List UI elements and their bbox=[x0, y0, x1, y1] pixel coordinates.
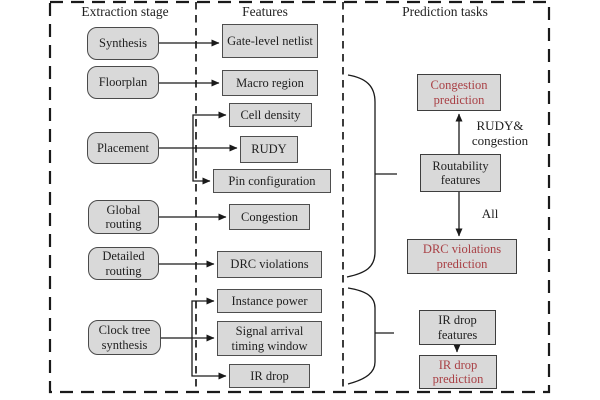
feature-box-signal-arrival-timing-window: Signal arrival timing window bbox=[217, 321, 322, 356]
stage-box-global-routing: Global routing bbox=[88, 200, 159, 234]
column-header-features: Features bbox=[242, 4, 288, 19]
prediction-box-ir-drop-features: IR drop features bbox=[419, 310, 496, 345]
prediction-box-ir-drop-prediction: IR drop prediction bbox=[419, 355, 497, 389]
feature-box-macro-region: Macro region bbox=[222, 70, 318, 96]
feature-box-gate-level-netlist: Gate-level netlist bbox=[222, 24, 318, 58]
prediction-box-routability-features: Routability features bbox=[420, 154, 501, 192]
stage-box-clock-tree-synthesis: Clock tree synthesis bbox=[88, 320, 161, 355]
edge-label-all: All bbox=[481, 206, 499, 221]
stage-box-floorplan: Floorplan bbox=[87, 66, 159, 99]
arrow-placement-cell-density bbox=[193, 115, 226, 148]
feature-box-cell-density: Cell density bbox=[229, 103, 312, 127]
feature-box-drc-violations: DRC violations bbox=[217, 251, 322, 278]
stage-box-synthesis: Synthesis bbox=[87, 27, 159, 60]
feature-box-ir-drop: IR drop bbox=[229, 364, 310, 388]
column-header-extraction-stage: Extraction stage bbox=[81, 4, 169, 19]
feature-box-pin-configuration: Pin configuration bbox=[213, 169, 331, 193]
feature-box-rudy: RUDY bbox=[240, 136, 298, 163]
brace-ir-group bbox=[348, 288, 375, 384]
edge-label-rudy-congestion: RUDY& congestion bbox=[471, 118, 529, 149]
stage-box-placement: Placement bbox=[87, 132, 159, 164]
feature-box-instance-power: Instance power bbox=[217, 289, 322, 313]
prediction-box-drc-violations-prediction: DRC violations prediction bbox=[407, 239, 517, 274]
prediction-box-congestion-prediction: Congestion prediction bbox=[417, 74, 501, 111]
feature-box-congestion: Congestion bbox=[229, 204, 310, 230]
brace-routability-group bbox=[347, 75, 375, 277]
stage-box-detailed-routing: Detailed routing bbox=[88, 247, 159, 280]
column-header-prediction-tasks: Prediction tasks bbox=[402, 4, 488, 19]
